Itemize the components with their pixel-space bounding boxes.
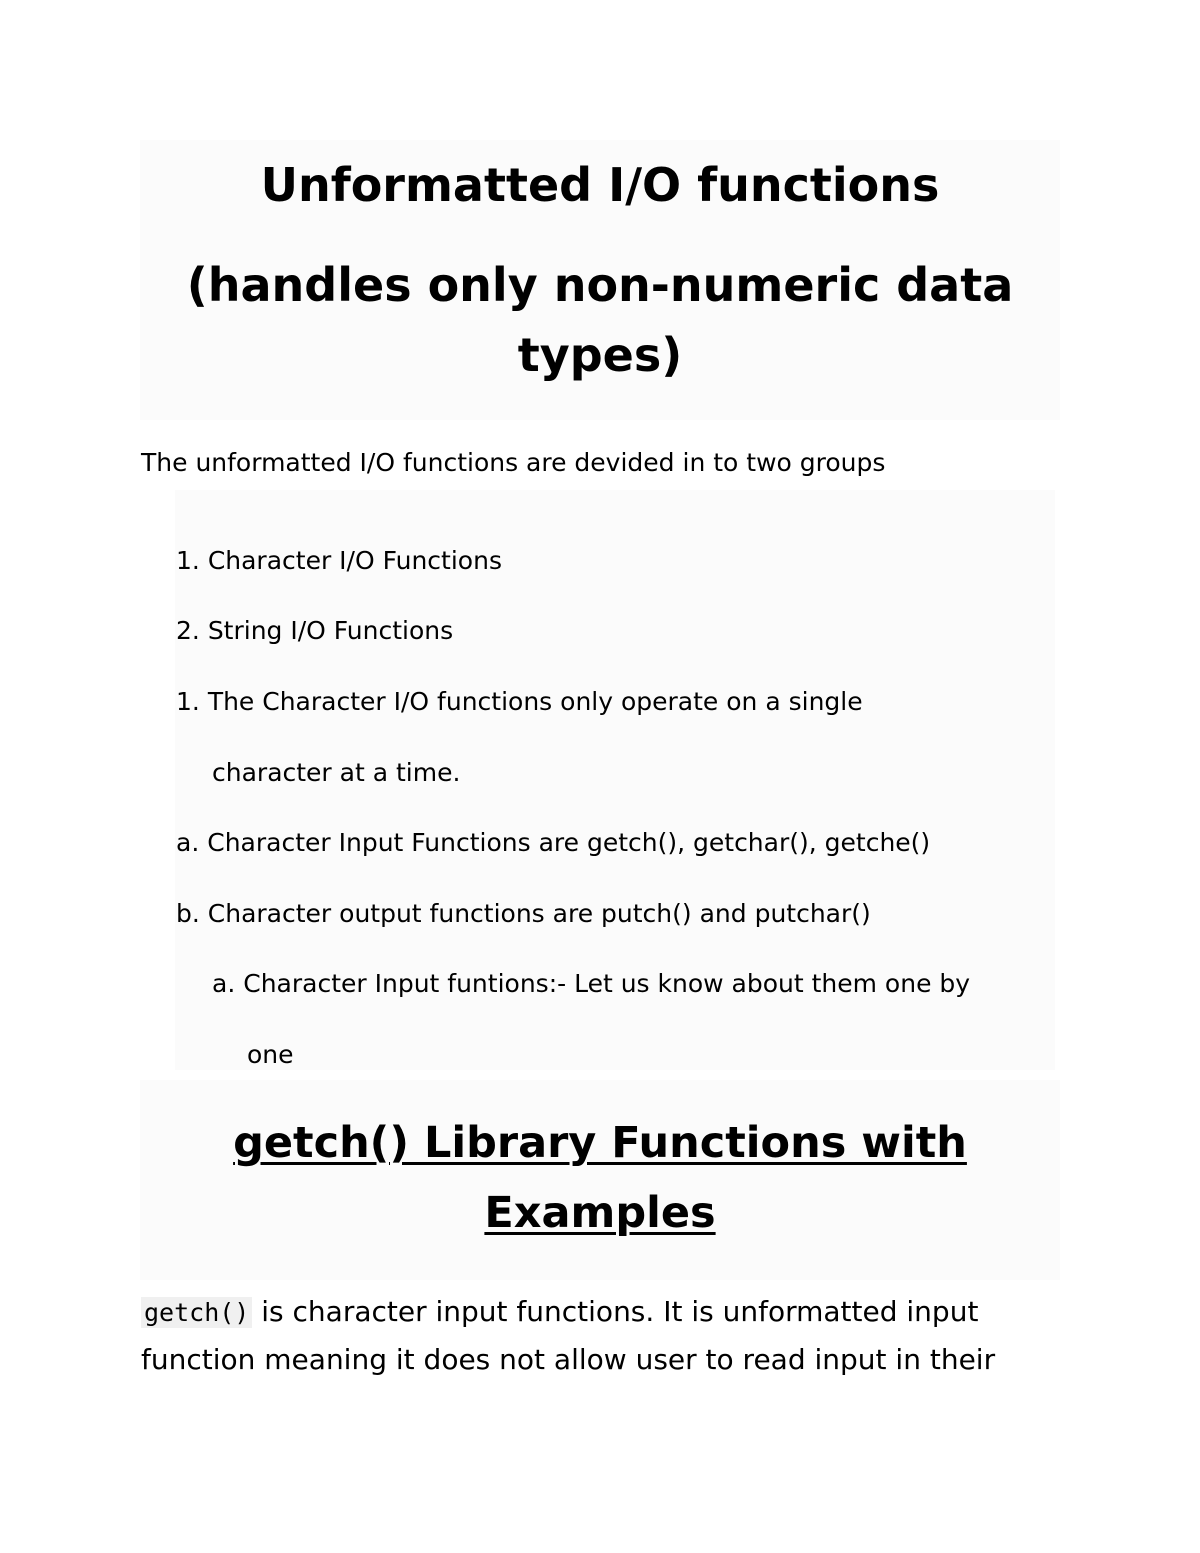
intro-text: The unformatted I/O functions are devided in to two groups xyxy=(141,448,886,477)
list-item-string-io xyxy=(176,614,453,648)
list-marker: 2. xyxy=(176,616,200,645)
sub-item-label: Character Input Functions are getch(), getchar(), getche() xyxy=(207,828,931,857)
page-title xyxy=(140,150,1060,220)
nested-item-line-1: Character Input funtions:- Let us know about them one by xyxy=(243,969,971,998)
sub-item-label: Character output functions are putch() and putchar() xyxy=(207,899,871,928)
list-item-character-io-description xyxy=(176,685,863,719)
list-marker: 1. xyxy=(176,546,200,575)
list-item-continuation xyxy=(212,756,460,790)
inline-code: getch() xyxy=(141,1297,252,1328)
list-item-line-2: character at a time. xyxy=(212,758,461,787)
list-item-label: String I/O Functions xyxy=(207,616,454,645)
paragraph-text: is character input functions. It is unformatted input function meaning it does not allow user to read input in their xyxy=(141,1295,996,1376)
title-line-1: Unformatted I/O functions xyxy=(260,158,940,212)
sub-item-input-functions xyxy=(176,826,930,860)
list-marker: 1. xyxy=(176,687,200,716)
nested-item-input-functions xyxy=(212,967,970,1001)
list-item-line-1: The Character I/O functions only operate on a single xyxy=(207,687,863,716)
nested-item-continuation xyxy=(247,1038,294,1072)
list-marker: a. xyxy=(212,969,236,998)
list-marker: a. xyxy=(176,828,200,857)
getch-description xyxy=(141,1288,1051,1383)
title-line-2: (handles only non-numeric data types) xyxy=(186,258,1014,382)
page-subtitle xyxy=(140,250,1060,390)
sub-item-output-functions xyxy=(176,897,871,931)
list-item-character-io xyxy=(176,544,502,578)
nested-item-line-2: one xyxy=(247,1040,294,1069)
list-marker: b. xyxy=(176,899,200,928)
section-heading: getch() Library Functions with Examples xyxy=(233,1118,967,1238)
list-item-label: Character I/O Functions xyxy=(207,546,502,575)
